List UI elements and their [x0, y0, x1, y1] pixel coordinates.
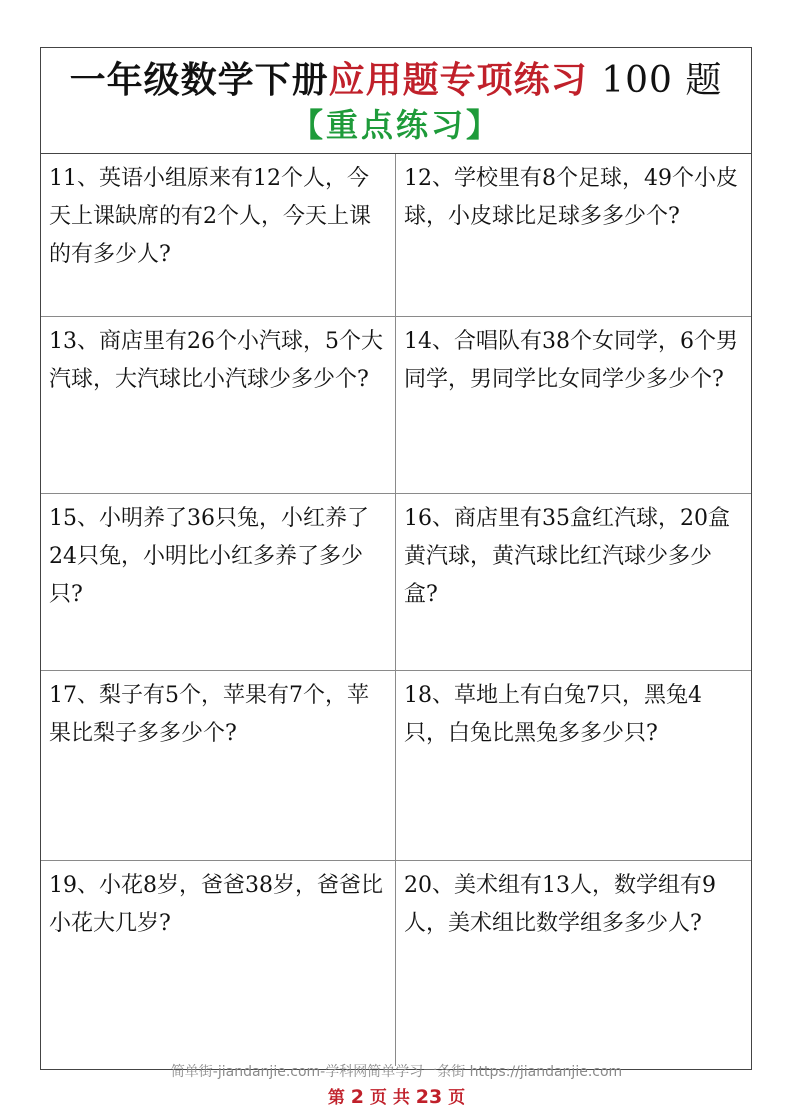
- problem-cell-17: 17、梨子有5个，苹果有7个，苹果比梨子多多少个?: [41, 671, 396, 861]
- problem-grid: [41, 154, 751, 1066]
- page-subtitle: 【重点练习】: [290, 106, 501, 144]
- page-prefix: 第: [327, 1088, 345, 1108]
- title-grade: 一年级数学下册: [69, 59, 329, 101]
- page-number: [0, 1083, 793, 1108]
- worksheet: [40, 47, 752, 1070]
- problem-cell-15: 15、小明养了36只兔，小红养了24只兔，小明比小红多养了多少只?: [41, 494, 396, 671]
- title-count: 100 题: [601, 60, 723, 101]
- problem-cell-19: 19、小花8岁，爸爸38岁，爸爸比小花大几岁?: [41, 861, 396, 1066]
- problem-cell-11: 11、英语小组原来有12个人，今天上课缺席的有2个人，今天上课的有多少人?: [41, 154, 396, 317]
- problem-cell-14: 14、合唱队有38个女同学，6个男同学，男同学比女同学少多少个?: [396, 317, 751, 494]
- problem-cell-16: 16、商店里有35盒红汽球，20盒黄汽球，黄汽球比红汽球少多少盒?: [396, 494, 751, 671]
- problem-cell-13: 13、商店里有26个小汽球，5个大汽球，大汽球比小汽球少多少个?: [41, 317, 396, 494]
- page-suffix: 页: [448, 1088, 466, 1108]
- problem-cell-20: 20、美术组有13人，数学组有9人，美术组比数学组多多少人?: [404, 873, 716, 936]
- worksheet-header: [41, 48, 751, 154]
- page-current: 2: [350, 1086, 364, 1108]
- watermark-text: 简单街-jiandanjie.com-学科网简单学习一条街 https://jiandanjie.com: [170, 1064, 623, 1080]
- page-title: [41, 48, 751, 103]
- page-total: 23: [415, 1086, 443, 1108]
- problem-cell-12: 12、学校里有8个足球，49个小皮球，小皮球比足球多多少个?: [396, 154, 751, 317]
- page-middle: 页 共: [369, 1088, 410, 1108]
- problem-cell-18: 18、草地上有白兔7只，黑兔4只，白兔比黑兔多多少只?: [396, 671, 751, 861]
- title-topic: 应用题专项练习: [328, 59, 588, 101]
